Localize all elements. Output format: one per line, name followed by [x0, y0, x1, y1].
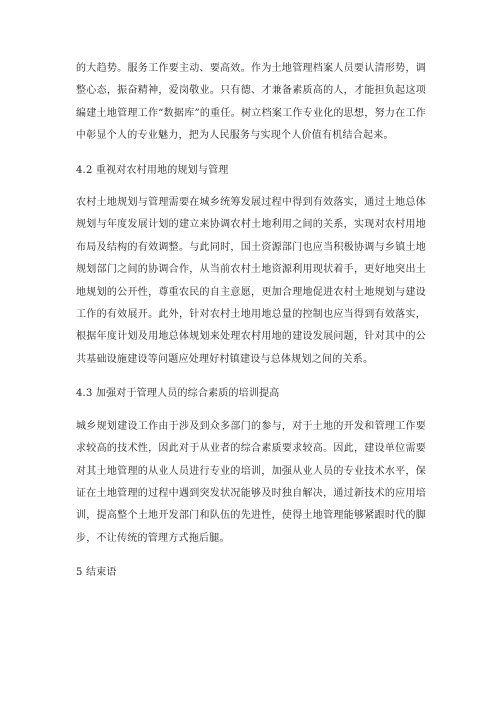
section-heading-4-2: 4.2 重视对农村用地的规划与管理	[76, 164, 229, 176]
paragraph-staff-training: 城乡规划建设工作由于涉及到众多部门的参与，对于土地的开发和管理工作要求较高的技术性，因此对于从业者的综合素质要求较高。因此，建设单位需要对其土地管理的从业人员进行专业的培训，加强从业人员的专业技术水平，保证在土地管理的过程中遇到突发状况能够及时独自解决，通过新技术的应用培训，提高整个土地开发部门和队伍的先进性，使得土地管理能够紧跟时代的脚步，不让传统的管理方式拖后腿。	[76, 420, 426, 544]
section-heading-5: 5 结束语	[76, 567, 117, 579]
spacer	[76, 406, 426, 416]
paragraph-continuation: 的大趋势。服务工作要主动、要高效。作为土地管理档案人员要认清形势，调整心态，振奋精神，爱岗敬业。只有德、才兼备素质高的人，才能担负起这项编建土地管理工作“数据库”的重任。树立档案工作专业化的思想，努力在工作中彰显个人的专业魅力，把为人民服务与实现个人价值有机结合起来。	[76, 63, 426, 142]
section-heading-4-3: 4.3 加强对于管理人员的综合素质的培训提高	[76, 388, 280, 400]
spacer	[76, 550, 426, 562]
spacer	[76, 148, 426, 160]
spacer	[76, 371, 426, 383]
spacer	[76, 182, 426, 192]
document-body	[76, 58, 426, 585]
paragraph-rural-land-planning: 农村土地规划与管理需要在城乡统筹发展过程中得到有效落实，通过土地总体规划与年度发展计划的建立来协调农村土地利用之间的关系，实现对农村用地布局及结构的有效调整。与此同时，国土资源部门也应当积极协调与乡镇土地规划部门之间的协调合作，从当前农村土地资源利用现状着手，更好地突出土地规划的公开性，尊重农民的自主意愿，更加合理地促进农村土地规划与建设工作的有效展开。此外，针对农村土地用地总量的控制也应当得到有效落实，根据年度计划及用地总体规划来处理农村用地的建设发展问题，针对其中的公共基础设施建设等问题应处理好村镇建设与总体规划之间的关系。	[76, 197, 426, 365]
